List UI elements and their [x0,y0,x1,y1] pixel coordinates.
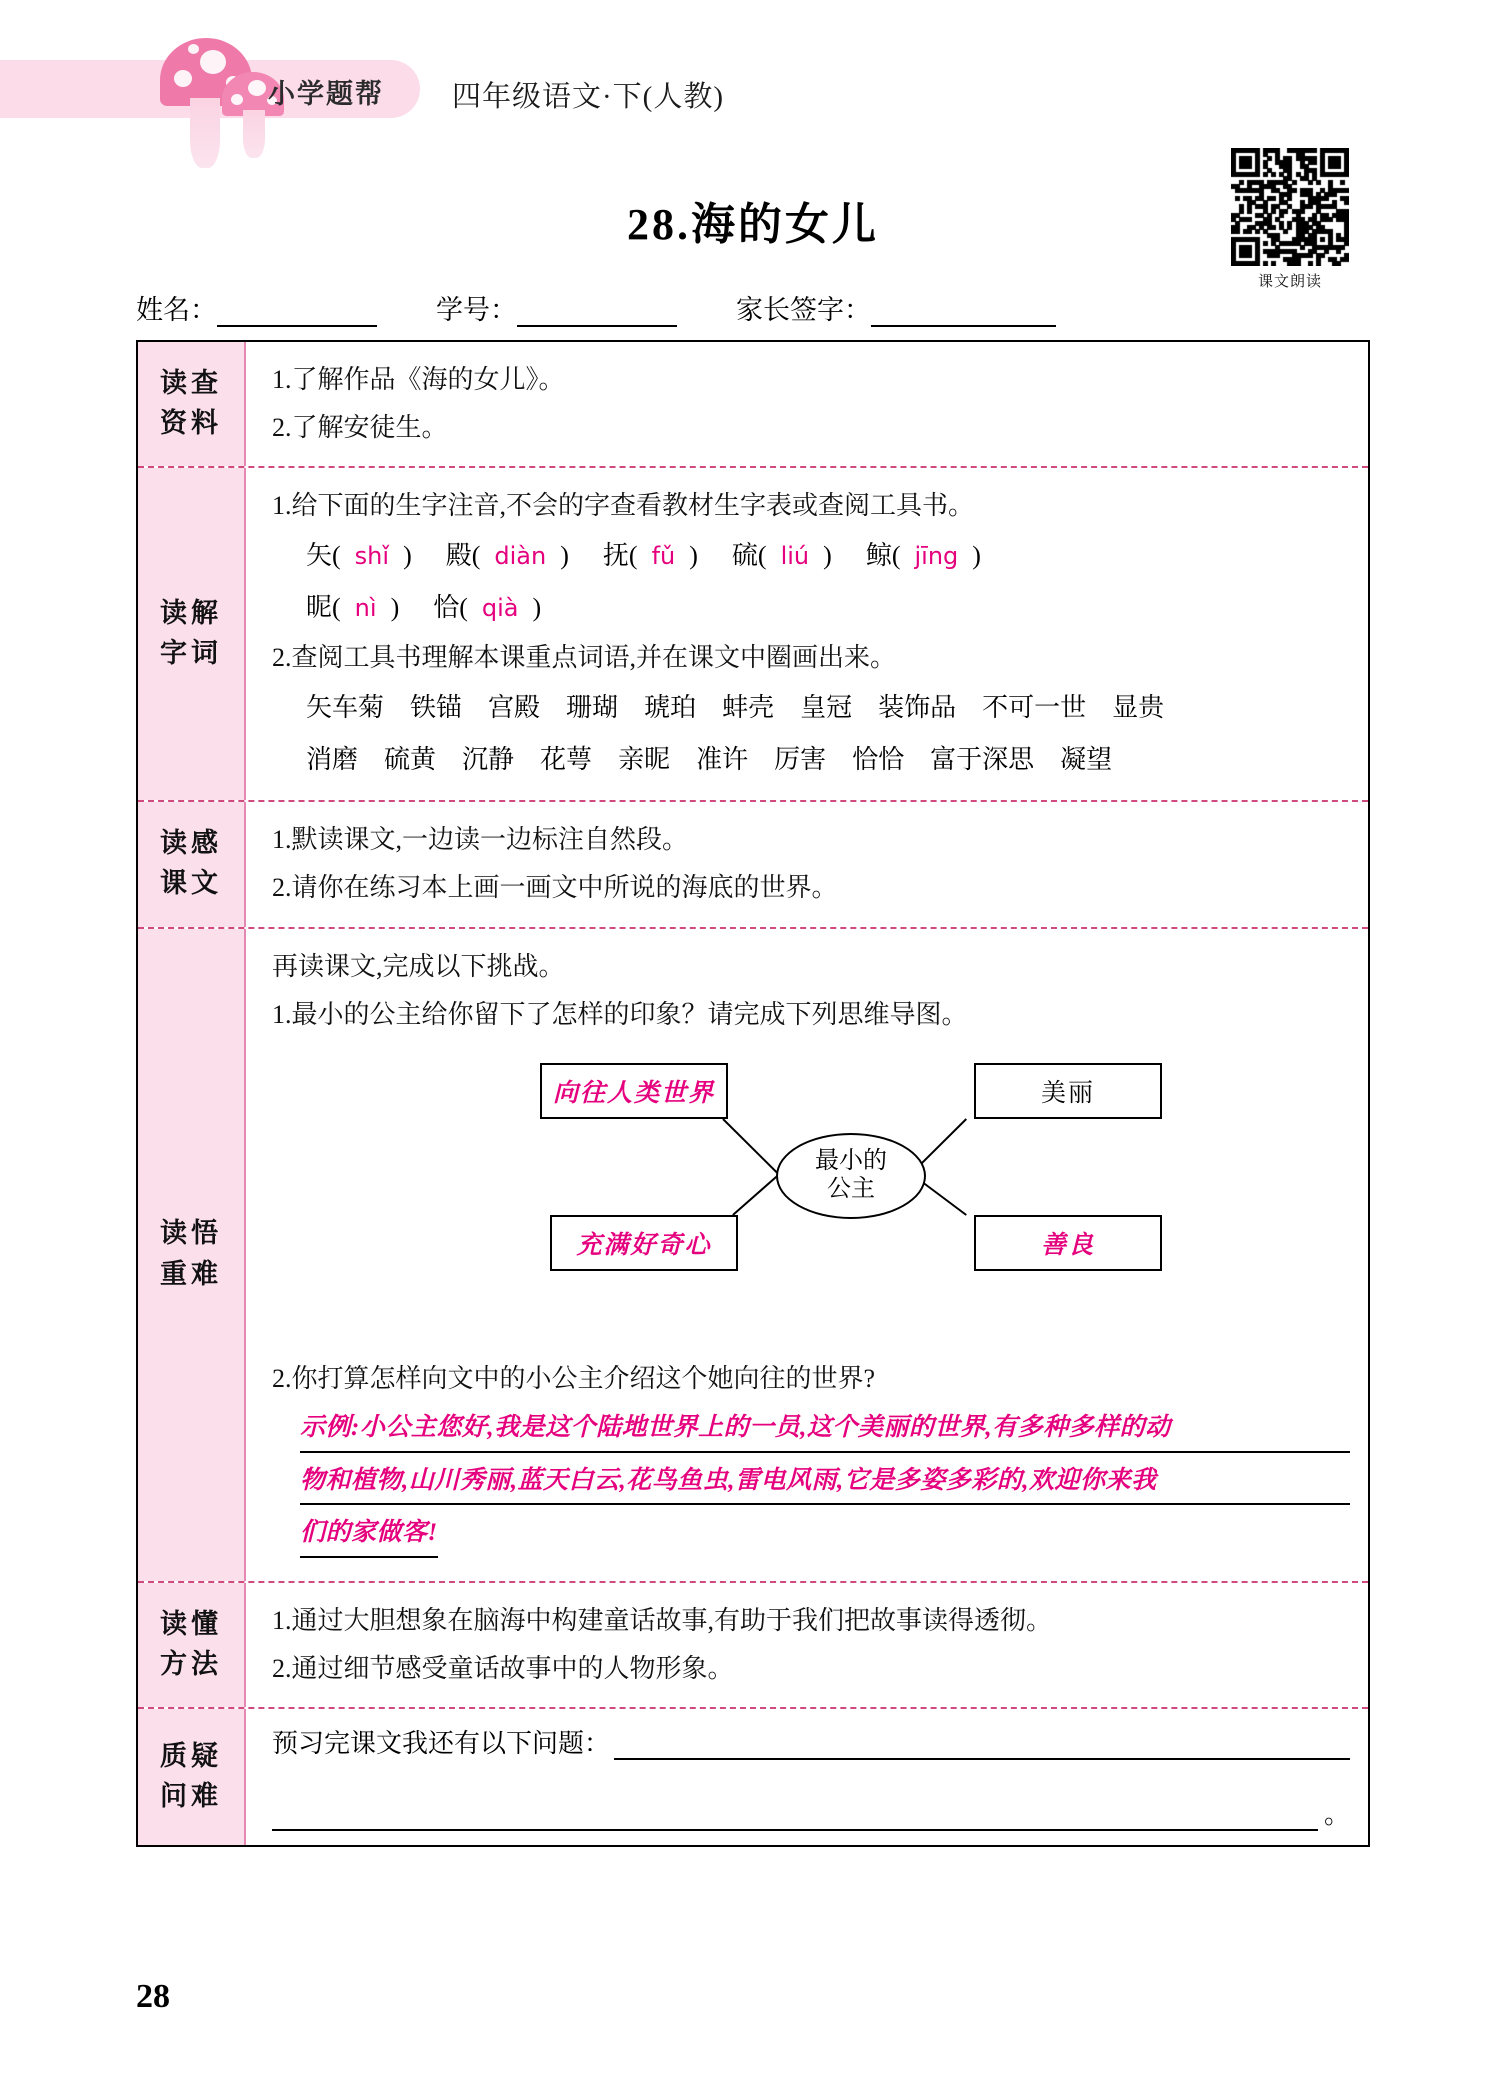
section-row-questions [138,1709,1368,1845]
vocabulary-word: 珊瑚 [566,693,619,723]
vocabulary-word: 宫殿 [488,693,541,723]
pinyin-exercise-line-1 [272,530,1350,582]
section-body-reading [246,802,1368,926]
section-label-reference [138,342,246,466]
pinyin-character: 恰( [433,593,468,623]
mind-map-center-line1: 最小的 [815,1148,887,1175]
answer-blank-line-1[interactable] [614,1732,1350,1760]
page-header [0,0,1506,150]
section-row-reference [138,342,1368,468]
vocabulary-word: 厉害 [774,745,827,775]
section-label-line2: 课文 [160,868,222,900]
pinyin-group [306,582,399,634]
pinyin-exercise-line-2 [272,582,1350,634]
vocabulary-word: 硫黄 [384,745,437,775]
section-body-reference [246,342,1368,466]
student-number-blank[interactable] [517,325,677,327]
pinyin-close-paren: ) [689,541,698,571]
handwritten-answer-line[interactable]: 示例:小公主您好,我是这个陆地世界上的一员,这个美丽的世界,有多种多样的动 [300,1409,1350,1453]
brand-name: 小学题帮 [268,79,384,110]
section-row-method [138,1583,1368,1709]
mind-map-node-top-left[interactable]: 向往人类世界 [540,1063,728,1119]
pinyin-answer[interactable]: qià [481,594,519,623]
vocabulary-word: 富于深思 [930,745,1035,775]
pinyin-group [732,530,832,582]
vocabulary-word: 凝望 [1060,745,1113,775]
answer-blank-row [272,1794,1350,1831]
mind-map-center-node [776,1133,926,1219]
vocabulary-word: 琥珀 [644,693,697,723]
handwritten-answer-line[interactable]: 物和植物,山川秀丽,蓝天白云,花鸟鱼虫,雷电风雨,它是多姿多彩的,欢迎你来我 [300,1462,1350,1506]
section-label-method [138,1583,246,1707]
vocabulary-word: 铁锚 [410,693,463,723]
pinyin-character: 抚( [602,541,638,571]
section-body-comprehension [246,929,1368,1582]
pinyin-close-paren: ) [823,541,832,571]
list-item: 1.了解作品《海的女儿》。 [272,365,565,394]
student-number-label: 学号： [436,295,517,325]
pinyin-close-paren: ) [972,541,981,571]
pinyin-answer[interactable]: liú [780,542,810,571]
pinyin-answer[interactable]: shǐ [354,542,390,571]
vocabulary-word: 蚌壳 [722,693,775,723]
pinyin-close-paren: ) [532,593,542,623]
section-body-vocabulary [246,468,1368,800]
parent-signature-blank[interactable] [871,325,1056,327]
student-info-line [136,288,1370,328]
section-label-questions [138,1709,246,1845]
section-label-line1: 质疑 [160,1740,222,1772]
question-text: 1.最小的公主给你留下了怎样的印象？请完成下列思维导图。 [272,999,968,1029]
instruction-text: 1.给下面的生字注音,不会的字查看教材生字表或查阅工具书。 [272,491,975,521]
mind-map-node-top-right[interactable]: 美丽 [974,1063,1162,1119]
section-label-line2: 问难 [160,1781,222,1813]
grade-subject-line: 四年级语文·下(人教) [452,81,724,113]
pinyin-group [306,530,412,582]
vocabulary-word: 装饰品 [878,693,957,723]
vocabulary-word: 花萼 [540,745,593,775]
section-body-questions [246,1709,1368,1845]
pinyin-group [433,582,541,634]
name-label: 姓名： [136,295,217,325]
section-label-line2: 方法 [160,1649,222,1681]
question-prompt-row [272,1723,1350,1760]
list-item: 1.默读课文,一边读一边标注自然段。 [272,825,689,855]
mind-map-node-bottom-right[interactable]: 善良 [974,1215,1162,1271]
list-item: 2.请你在练习本上画一画文中所说的海底的世界。 [272,873,838,903]
list-item: 2.了解安徒生。 [272,413,448,443]
parent-signature-label: 家长签字： [736,295,871,325]
section-label-line2: 重难 [160,1258,222,1290]
mind-map-center-line2: 公主 [827,1175,875,1202]
section-row-comprehension [138,929,1368,1584]
list-item: 1.通过大胆想象在脑海中构建童话故事,有助于我们把故事读得透彻。 [272,1606,1053,1636]
section-label-comprehension [138,929,246,1582]
pinyin-answer[interactable]: fǔ [651,542,676,571]
pinyin-group [603,530,698,582]
section-label-vocabulary [138,468,246,800]
page-number: 28 [136,1978,170,2015]
name-field[interactable] [136,288,377,327]
list-item: 2.通过细节感受童话故事中的人物形象。 [272,1654,734,1684]
section-label-line1: 读悟 [160,1218,222,1250]
pinyin-close-paren: ) [390,593,400,623]
vocabulary-list-line-2 [272,734,1350,786]
pinyin-answer[interactable]: jīng [914,542,959,571]
section-label-line1: 读查 [160,367,222,399]
pinyin-answer[interactable]: diàn [494,542,547,571]
section-row-vocabulary [138,468,1368,802]
vocabulary-word: 显贵 [1112,693,1165,723]
vocabulary-word: 准许 [696,745,749,775]
pinyin-group [866,530,981,582]
section-label-line1: 读解 [160,597,222,629]
pinyin-character: 硫( [731,541,767,571]
answer-blank-line-2[interactable] [272,1803,1318,1831]
pinyin-close-paren: ) [403,541,412,571]
pinyin-answer[interactable]: nì [354,594,377,623]
pinyin-group [446,530,569,582]
qr-code-caption: 课文朗读 [1257,274,1322,290]
section-body-method [246,1583,1368,1707]
section-label-line2: 资料 [160,408,222,440]
page-title: 28.海的女儿 [627,200,879,249]
handwritten-answer-line[interactable]: 们的家做客! [300,1514,438,1558]
pinyin-character: 殿( [445,541,481,571]
instruction-text: 2.查阅工具书理解本课重点词语,并在课文中圈画出来。 [272,643,897,673]
vocabulary-word: 皇冠 [800,693,853,723]
name-blank[interactable] [217,325,377,327]
vocabulary-list-line-1 [272,682,1350,734]
pinyin-character: 矢( [306,541,341,571]
section-label-reading [138,802,246,926]
pinyin-character: 鲸( [865,541,901,571]
vocabulary-word: 不可一世 [982,693,1087,723]
student-number-field[interactable] [436,288,677,327]
parent-signature-field[interactable] [736,288,1056,327]
handwritten-answer[interactable] [272,1409,1350,1567]
vocabulary-word: 恰恰 [852,745,905,775]
pinyin-close-paren: ) [560,541,569,571]
vocabulary-word: 消磨 [306,745,359,775]
vocabulary-word: 矢车菊 [306,693,385,723]
section-label-line1: 读懂 [160,1608,222,1640]
vocabulary-word: 亲昵 [618,745,671,775]
instruction-text: 再读课文,完成以下挑战。 [272,951,565,981]
pinyin-character: 昵( [306,593,341,623]
period-mark: 。 [1323,1800,1350,1830]
section-label-line2: 字词 [160,638,222,670]
section-row-reading [138,802,1368,928]
section-label-line1: 读感 [160,827,222,859]
question-prompt-label: 预习完课文我还有以下问题： [272,1729,611,1759]
mind-map-node-bottom-left[interactable]: 充满好奇心 [550,1215,738,1271]
worksheet-table [136,340,1370,1847]
mind-map-diagram [272,1049,1350,1349]
vocabulary-word: 沉静 [462,745,515,775]
question-text: 2.你打算怎样向文中的小公主介绍这个她向往的世界? [272,1363,876,1393]
